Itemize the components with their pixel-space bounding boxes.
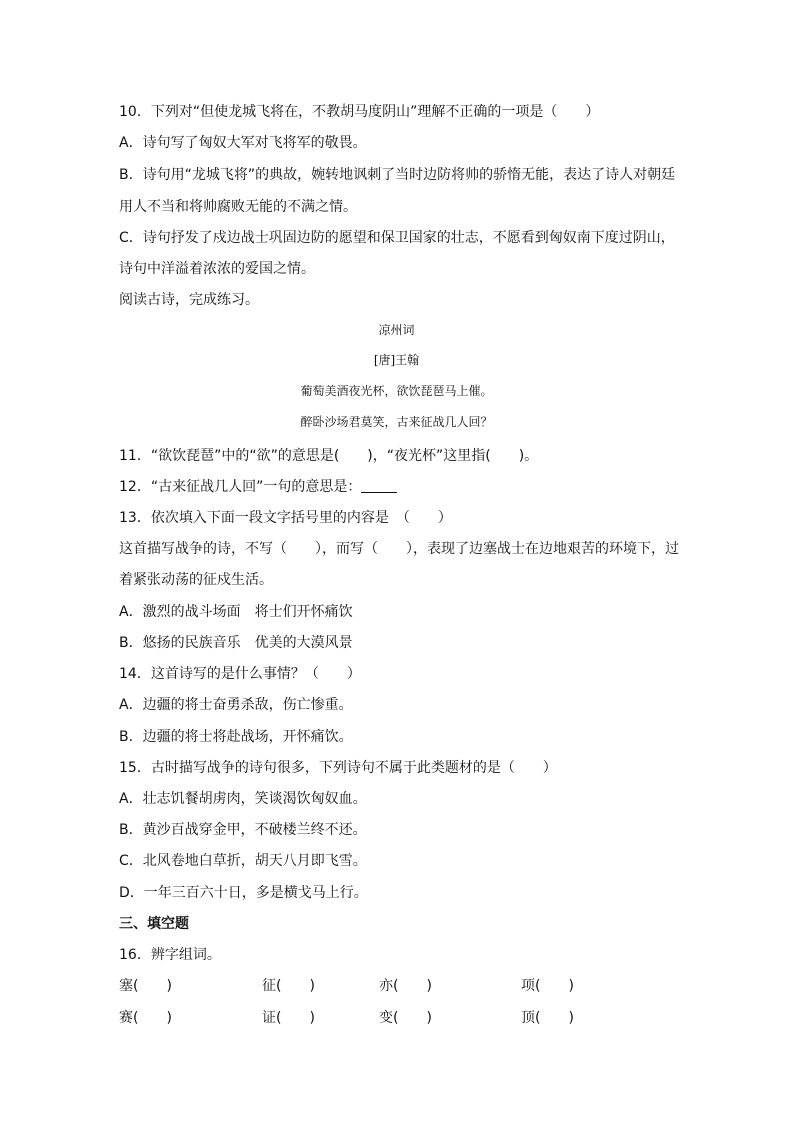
section-heading: 三、填空题 (119, 916, 189, 932)
q13-option-b: B．悠扬的民族音乐 优美的大漠风景 (119, 635, 353, 651)
q10-option-c-line2: 诗句中洋溢着浓浓的爱国之情。 (119, 261, 315, 277)
q16-cell: 赛( ) (119, 1010, 172, 1026)
poem-line-1: 葡萄美酒夜光杯，欲饮琵琶马上催。 (300, 384, 493, 398)
q15-option-a: A．壮志饥餐胡虏肉，笑谈渴饮匈奴血。 (119, 791, 367, 807)
q16-cell: 变( ) (379, 1010, 432, 1026)
q16-cell: 征( ) (262, 978, 315, 994)
q14-option-a: A．边疆的将士奋勇杀敌，伤亡惨重。 (119, 697, 353, 713)
q10-stem: 10．下列对“但使龙城飞将在，不教胡马度阴山”理解不正确的一项是（ ） (119, 104, 600, 120)
q10-option-a: A．诗句写了匈奴大军对飞将军的敬畏。 (119, 135, 367, 151)
poem-title: 凉州词 (378, 323, 415, 337)
poem-author: [唐]王翰 (373, 353, 420, 367)
q15-stem: 15．古时描写战争的诗句很多，下列诗句不属于此类题材的是（ ） (119, 760, 557, 776)
q16-stem: 16．辨字组词。 (119, 947, 221, 963)
q13-option-a: A．激烈的战斗场面 将士们开怀痛饮 (119, 604, 353, 620)
q16-cell: 塞( ) (119, 978, 172, 994)
q12 (119, 477, 397, 497)
q10-option-b-line2: 用人不当和将帅腐败无能的不满之情。 (119, 199, 357, 215)
q15-option-c: C．北风卷地白草折，胡天八月即飞雪。 (119, 853, 367, 869)
q13-passage-line2: 着紧张动荡的征戍生活。 (119, 572, 273, 588)
q11: 11．“欲饮琵琶”中的“欲”的意思是( )，“夜光杯”这里指( )。 (119, 448, 539, 464)
q13-stem: 13．依次填入下面一段文字括号里的内容是 （ ） (119, 510, 452, 526)
q14-option-b: B．边疆的将士将赴战场，开怀痛饮。 (119, 729, 353, 745)
q16-cell: 项( ) (521, 978, 574, 994)
q16-cell: 证( ) (262, 1010, 315, 1026)
q12-answer-blank (361, 478, 397, 493)
q10-option-b-line1: B．诗句用“龙城飞将”的典故，婉转地讽刺了当时边防将帅的骄惰无能，表达了诗人对朝廷 (119, 167, 676, 183)
q15-option-d: D．一年三百六十日，多是横戈马上行。 (119, 885, 368, 901)
q16-cell: 顶( ) (521, 1010, 574, 1026)
q12-text: 12．“古来征战几人回”一句的意思是： (119, 479, 362, 495)
poem-line-2: 醉卧沙场君莫笑，古来征战几人回？ (300, 415, 493, 429)
q14-stem: 14．这首诗写的是什么事情？（ ） (119, 666, 361, 682)
reading-intro: 阅读古诗，完成练习。 (119, 292, 259, 308)
q10-option-c-line1: C．诗句抒发了戍边战士巩固边防的愿望和保卫国家的壮志，不愿看到匈奴南下度过阴山， (119, 230, 675, 246)
q15-option-b: B．黄沙百战穿金甲，不破楼兰终不还。 (119, 822, 367, 838)
q16-cell: 亦( ) (379, 978, 432, 994)
q13-passage-line1: 这首描写战争的诗，不写（ ），而写（ ），表现了边塞战士在边地艰苦的环境下，过 (119, 541, 679, 557)
